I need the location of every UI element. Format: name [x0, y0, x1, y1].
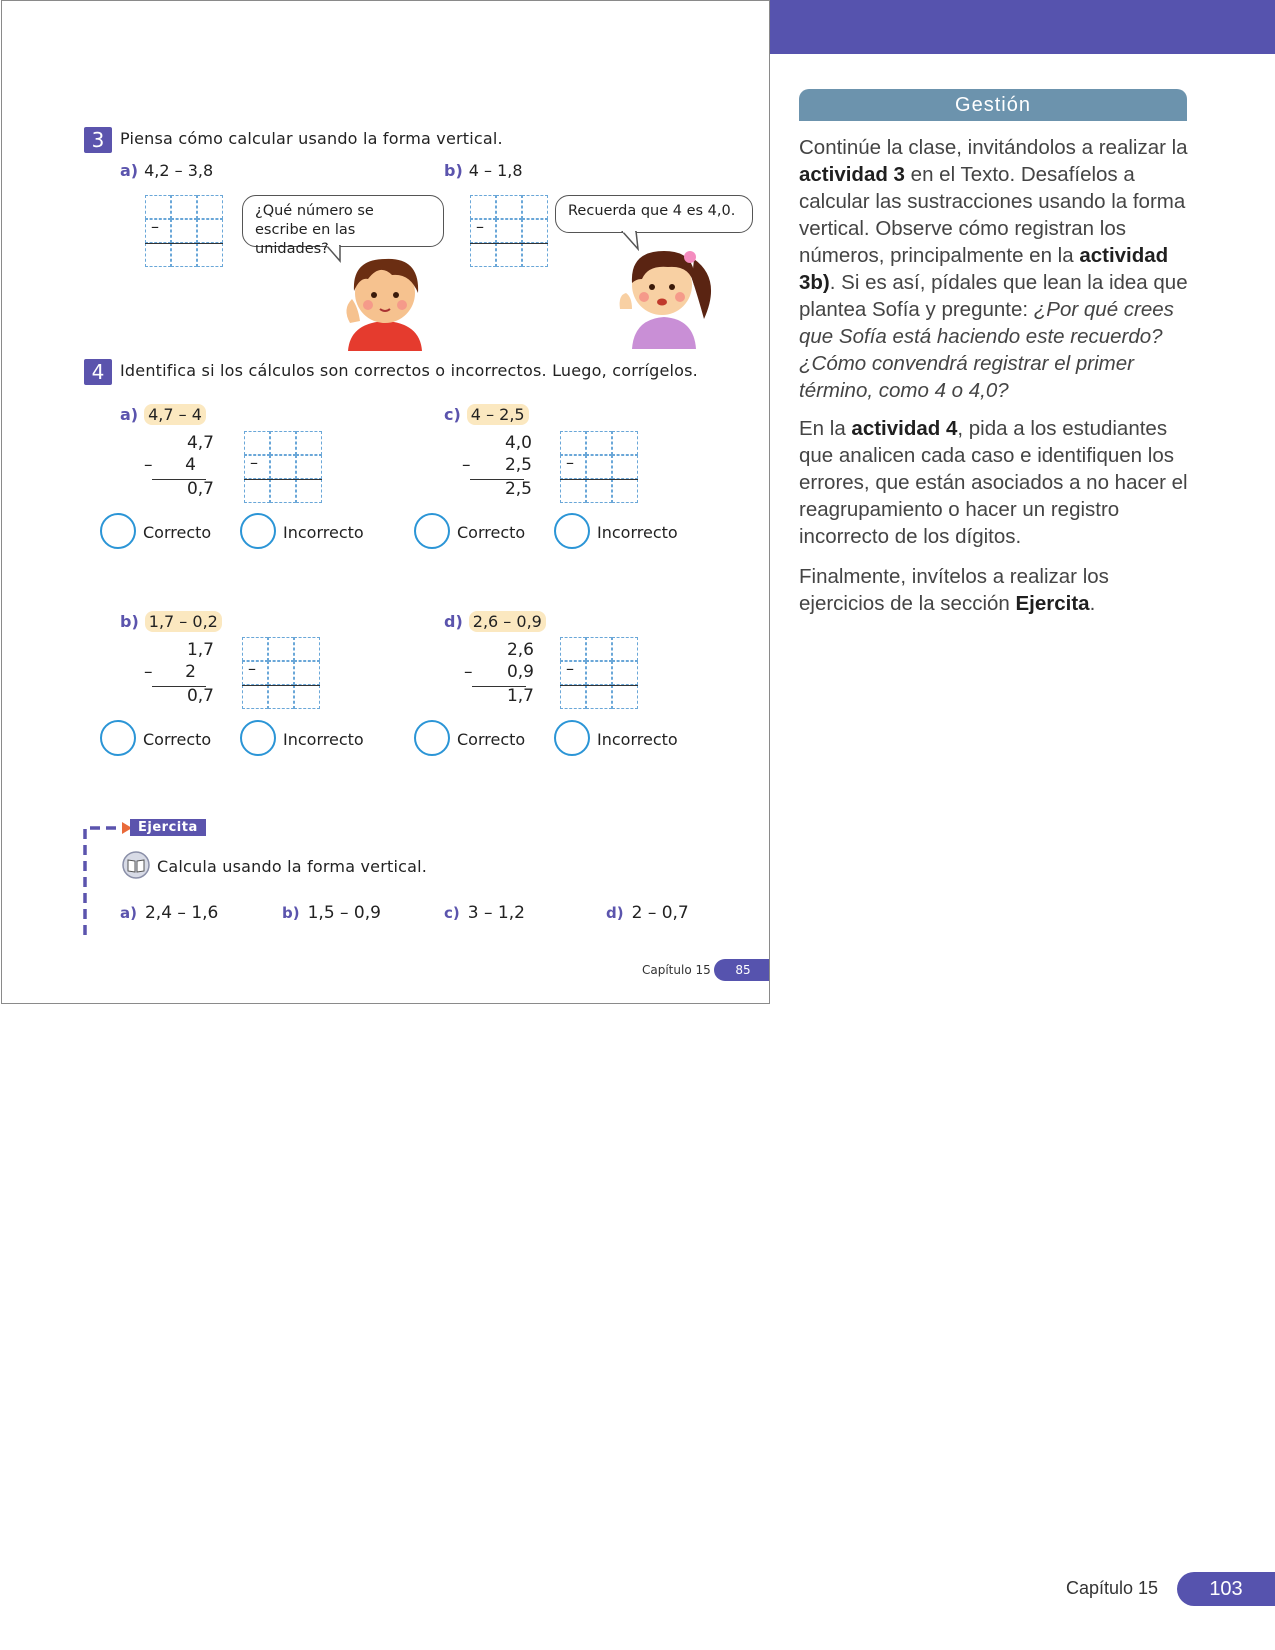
girl-character-icon [618, 239, 718, 349]
teacher-paragraph-3: Finalmente, invítelos a realizar los ejercicios de la sección Ejercita. [799, 565, 1109, 615]
incorrect-label: Incorrecto [283, 730, 364, 749]
minus-sign: – [462, 455, 471, 475]
item-letter: a) [120, 405, 139, 424]
incorrect-option-4a[interactable] [240, 513, 276, 549]
minus-sign: – [248, 659, 256, 678]
calc-bottom: 2 [185, 662, 196, 682]
item-expression: 1,7 – 0,2 [145, 611, 222, 632]
ejercita-instruction: Calcula usando la forma vertical. [157, 857, 428, 876]
minus-sign: – [250, 453, 258, 472]
student-page [1, 0, 770, 1004]
minus-sign: – [151, 217, 159, 236]
item-expression: 2 – 0,7 [631, 903, 689, 923]
activity-4a-label [120, 405, 206, 424]
item-expression: 1,5 – 0,9 [307, 903, 381, 923]
answer-grid-4c[interactable] [560, 431, 638, 503]
gestion-header: Gestión [799, 89, 1187, 121]
chapter-label: Capítulo 15 [1066, 1578, 1159, 1598]
correct-label: Correcto [143, 730, 212, 749]
activity-4b-label [120, 612, 222, 631]
page-number: 103 [1177, 1572, 1275, 1606]
item-letter: c) [444, 405, 461, 424]
minus-sign: – [144, 455, 153, 475]
calc-top: 1,7 [186, 640, 214, 660]
correct-label: Correcto [143, 523, 212, 542]
correct-option-4b[interactable] [100, 720, 136, 756]
incorrect-label: Incorrecto [597, 523, 678, 542]
vertical-calc-4c [462, 433, 532, 503]
item-letter: d) [444, 612, 463, 631]
item-expression: 4 – 1,8 [468, 161, 523, 180]
book-icon [122, 851, 150, 879]
answer-grid-4a[interactable] [244, 431, 322, 503]
calc-result: 0,7 [186, 686, 214, 706]
item-expression: 2,4 – 1,6 [144, 903, 219, 923]
activity-4c-label [444, 405, 529, 424]
student-page-number: 85 [714, 959, 770, 981]
calc-result: 2,5 [504, 479, 532, 499]
calc-top: 4,0 [504, 433, 532, 453]
item-expression: 4 – 2,5 [467, 404, 529, 425]
minus-sign: – [566, 659, 574, 678]
correct-option-4c[interactable] [414, 513, 450, 549]
answer-grid-4b[interactable] [242, 637, 320, 709]
incorrect-label: Incorrecto [597, 730, 678, 749]
item-expression: 2,6 – 0,9 [469, 611, 546, 632]
incorrect-label: Incorrecto [283, 523, 364, 542]
correct-label: Correcto [457, 523, 526, 542]
item-letter: b) [444, 161, 463, 180]
calc-top: 2,6 [506, 640, 534, 660]
teacher-paragraph-2: En la actividad 4, pida a los estudiantes que analicen cada caso e identifiquen los errores, que están asociados a no hacer el reagrupamiento o hacer un registro incorrecto de los dígitos. [799, 417, 1188, 548]
item-letter: b) [282, 904, 300, 922]
item-letter: d) [606, 904, 624, 922]
exercise-item [282, 903, 381, 923]
answer-grid-4d[interactable] [560, 637, 638, 709]
correct-label: Correcto [457, 730, 526, 749]
activity-4-instruction: Identifica si los cálculos son correctos o incorrectos. Luego, corrígelos. [120, 361, 698, 380]
teacher-paragraph-1: Continúe la clase, invitándolos a realizar la actividad 3 en el Texto. Desafíelos a calcular las sustracciones usando la forma vertical. Observe cómo registran los números, principalmente en la actividad 3b). Si es así, pídales que lean la idea que plantea Sofía y pregunte: ¿Por qué crees que Sofía está haciendo este recuerdo?¿Cómo convendrá registrar el primer término, como 4 o 4,0? [799, 136, 1188, 402]
incorrect-option-4d[interactable] [554, 720, 590, 756]
vertical-calc-4d [464, 640, 534, 710]
speech-bubble-boy: ¿Qué número se escribe en las unidades? [242, 195, 444, 247]
calc-bottom: 0,9 [506, 662, 534, 682]
top-color-band [770, 0, 1275, 54]
correct-option-4a[interactable] [100, 513, 136, 549]
calc-bottom: 4 [185, 455, 196, 475]
item-expression: 4,7 – 4 [144, 404, 206, 425]
incorrect-option-4c[interactable] [554, 513, 590, 549]
activity-3-badge: 3 [84, 127, 112, 153]
answer-grid-3b[interactable] [470, 195, 548, 267]
minus-sign: – [144, 662, 153, 682]
activity-4-badge: 4 [84, 359, 112, 385]
exercise-item [444, 903, 525, 923]
exercise-item [120, 903, 218, 923]
item-letter: b) [120, 612, 139, 631]
vertical-calc-4b [144, 640, 214, 710]
vertical-calc-4a [144, 433, 214, 503]
correct-option-4d[interactable] [414, 720, 450, 756]
item-expression: 4,2 – 3,8 [144, 161, 214, 180]
activity-4d-label [444, 612, 546, 631]
exercise-item [606, 903, 689, 923]
activity-3a-label [120, 161, 213, 180]
item-letter: c) [444, 904, 460, 922]
speech-bubble-girl: Recuerda que 4 es 4,0. [555, 195, 753, 233]
calc-top: 4,7 [186, 433, 214, 453]
minus-sign: – [476, 217, 484, 236]
activity-3-instruction: Piensa cómo calcular usando la forma vertical. [120, 129, 503, 148]
calc-result: 0,7 [186, 479, 214, 499]
calc-bottom: 2,5 [504, 455, 532, 475]
incorrect-option-4b[interactable] [240, 720, 276, 756]
calc-result: 1,7 [506, 686, 534, 706]
item-letter: a) [120, 161, 139, 180]
activity-3b-label [444, 161, 523, 180]
item-letter: a) [120, 904, 137, 922]
item-expression: 3 – 1,2 [467, 903, 525, 923]
minus-sign: – [464, 662, 473, 682]
minus-sign: – [566, 453, 574, 472]
answer-grid-3a[interactable] [145, 195, 223, 267]
ejercita-tag: Ejercita [130, 819, 206, 836]
boy-character-icon [340, 251, 430, 351]
student-chapter-label: Capítulo 15 [642, 963, 711, 977]
